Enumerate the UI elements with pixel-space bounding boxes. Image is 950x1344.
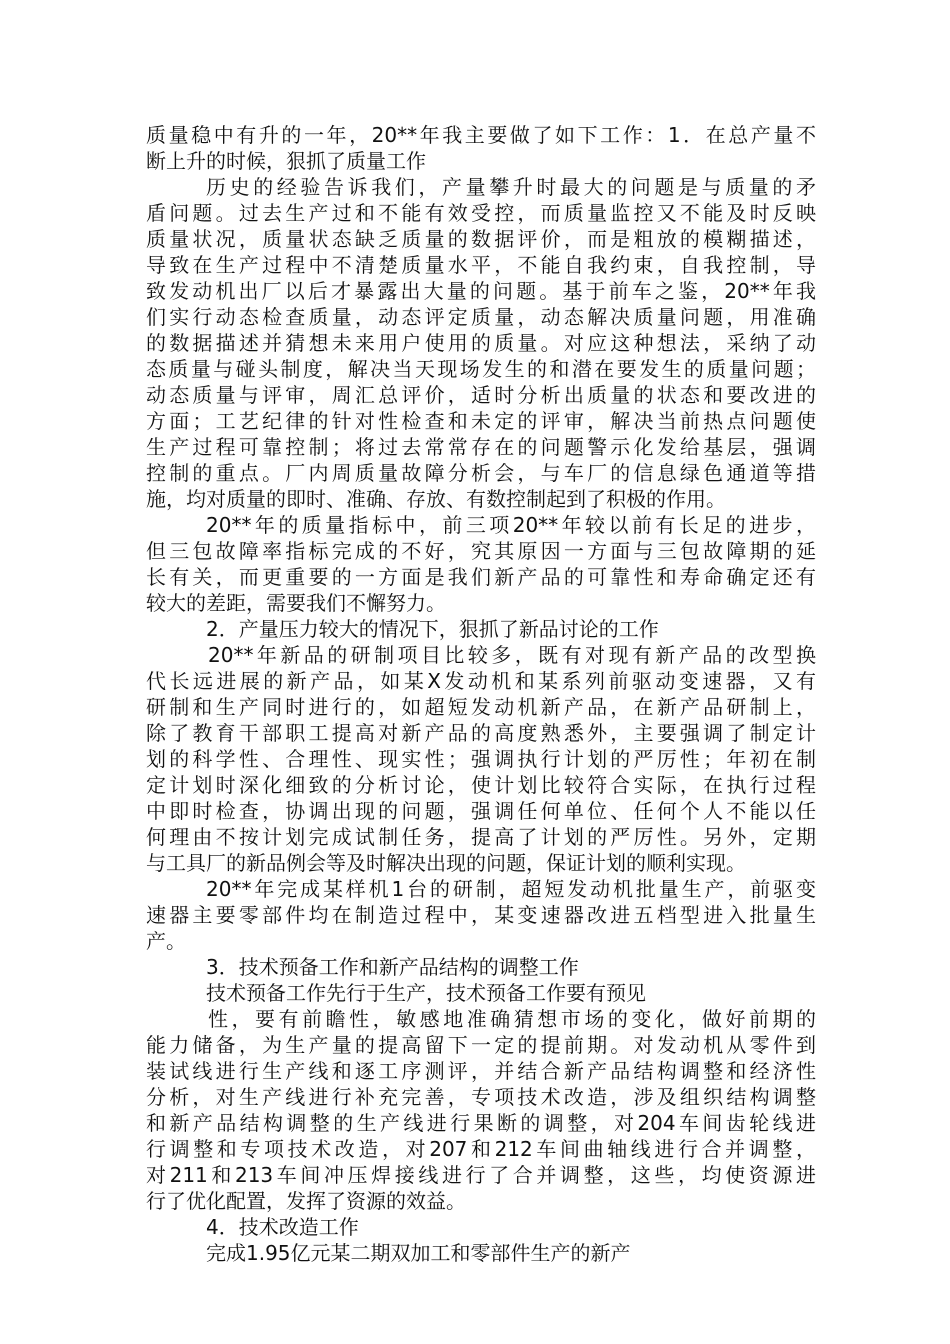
text-line: 方面；工艺纪律的针对性检查和未定的评审，解决当前热点问题使 [146,409,816,433]
text-line: 20**年的质量指标中，前三项20**年较以前有长足的进步， [206,513,816,537]
text-line: 除了教育干部职工提高对新产品的高度熟悉外，主要强调了制定计 [146,721,816,745]
text-line: 产。 [146,929,186,953]
text-line: 质量稳中有升的一年，20**年我主要做了如下工作：1．在总产量不 [146,123,816,147]
body-text [146,122,816,1266]
text-line: 定计划时深化细致的分析讨论，使计划比较符合实际，在执行过程 [146,773,816,797]
text-line: 4．技术改造工作 [206,1215,359,1239]
text-line: 装试线进行生产线和逐工序测评，并结合新产品结构调整和经济性 [146,1059,816,1083]
text-line: 代长远进展的新产品，如某X发动机和某系列前驱动变速器，又有 [146,669,816,693]
text-line: 中即时检查，协调出现的问题，强调任何单位、任何个人不能以任 [146,799,816,823]
text-line: 行了优化配置，发挥了资源的效益。 [146,1189,466,1213]
text-line: 致发动机出厂以后才暴露出大量的问题。基于前车之鉴，20**年我 [146,279,816,303]
text-line: 和新产品结构调整的生产线进行果断的调整，对204车间齿轮线进 [146,1111,816,1135]
text-line: 性，要有前瞻性，敏感地准确猜想市场的变化，做好前期的 [208,1007,816,1031]
text-line: 对211和213车间冲压焊接线进行了合并调整，这些，均使资源进 [146,1163,816,1187]
text-line: 分析，对生产线进行补充完善，专项技术改造，涉及组织结构调整 [146,1085,816,1109]
text-line: 技术预备工作先行于生产，技术预备工作要有预见 [206,981,646,1005]
text-line: 3．技术预备工作和新产品结构的调整工作 [206,955,579,979]
text-line: 但三包故障率指标完成的不好，究其原因一方面与三包故障期的延 [146,539,816,563]
text-line: 与工具厂的新品例会等及时解决出现的问题，保证计划的顺利实现。 [146,851,746,875]
text-line: 们实行动态检查质量，动态评定质量，动态解决质量问题，用准确 [146,305,816,329]
text-line: 20**年新品的研制项目比较多，既有对现有新产品的改型换 [208,643,816,667]
text-line: 动态质量与评审，周汇总评价，适时分析出质量的状态和要改进的 [146,383,816,407]
text-line: 导致在生产过程中不清楚质量水平，不能自我约束，自我控制，导 [146,253,816,277]
text-line: 何理由不按计划完成试制任务，提高了计划的严厉性。另外，定期 [146,825,816,849]
text-line: 能力储备，为生产量的提高留下一定的提前期。对发动机从零件到 [146,1033,816,1057]
text-line: 历史的经验告诉我们，产量攀升时最大的问题是与质量的矛 [206,175,816,199]
text-line: 长有关，而更重要的一方面是我们新产品的可靠性和寿命确定还有 [146,565,816,589]
text-line: 20**年完成某样机1台的研制，超短发动机批量生产，前驱变 [206,877,816,901]
text-line: 的数据描述并猜想未来用户使用的质量。对应这种想法，采纳了动 [146,331,816,355]
text-line: 盾问题。过去生产过和不能有效受控，而质量监控又不能及时反映 [146,201,816,225]
text-line: 态质量与碰头制度，解决当天现场发生的和潜在要发生的质量问题； [146,357,816,381]
text-line: 质量状况，质量状态缺乏质量的数据评价，而是粗放的模糊描述， [146,227,816,251]
text-line: 划的科学性、合理性、现实性；强调执行计划的严厉性；年初在制 [146,747,816,771]
text-line: 断上升的时候，狠抓了质量工作 [146,149,426,173]
text-line: 完成1.95亿元某二期双加工和零部件生产的新产 [206,1241,631,1265]
text-line: 速器主要零部件均在制造过程中，某变速器改进五档型进入批量生 [146,903,816,927]
text-line: 施，均对质量的即时、准确、存放、有数控制起到了积极的作用。 [146,487,726,511]
text-line: 研制和生产同时进行的，如超短发动机新产品，在新产品研制上， [146,695,816,719]
text-line: 生产过程可靠控制；将过去常常存在的问题警示化发给基层，强调 [146,435,816,459]
text-line: 控制的重点。厂内周质量故障分析会，与车厂的信息绿色通道等措 [146,461,816,485]
text-line: 较大的差距，需要我们不懈努力。 [146,591,446,615]
text-line: 2．产量压力较大的情况下，狠抓了新品讨论的工作 [206,617,659,641]
text-line: 行调整和专项技术改造，对207和212车间曲轴线进行合并调整， [146,1137,816,1161]
